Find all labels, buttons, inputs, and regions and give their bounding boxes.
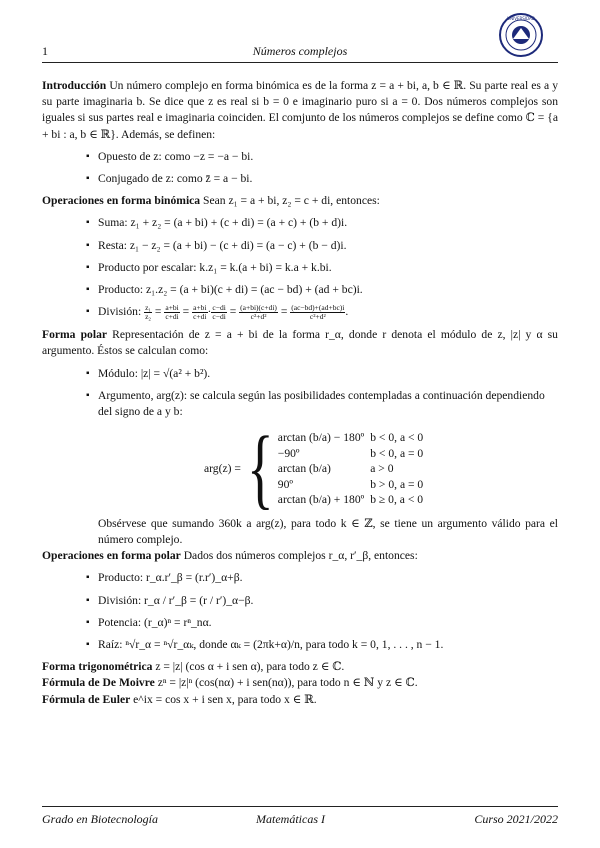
list-item: ▪ Producto: r_α.r′_β = (r.r′)_α+β. (42, 570, 558, 586)
fraction: $\frac{(ac-bd)+(ad+bc)i}{\text{c²+d²}}$ (291, 303, 345, 322)
division-label: División: (98, 305, 142, 319)
euler-heading: Fórmula de Euler (42, 692, 131, 706)
footer-rule (42, 806, 558, 807)
polar-heading: Forma polar (42, 328, 108, 342)
list-item: ▪ Opuesto de z: como −z = −a − bi. (42, 149, 558, 165)
moivre-heading: Fórmula de De Moivre (42, 676, 155, 690)
case-row: −90º b < 0, a = 0 (277, 446, 424, 460)
intro-text: Un número complejo en forma binómica es de la forma z = a + bi, a, b ∈ ℝ. Su parte real es a y su parte imaginaria b. Se dice que z es real si b = 0 e imaginario puro si a = 0. Dos números complejos son iguales si sus partes real e imaginaria coinciden. El comjunto de los números complejos se define como ℂ = {a + bi : a, b ∈ ℝ}. Además, se definen: (42, 79, 559, 141)
footer-right: Curso 2021/2022 (474, 812, 558, 826)
binomica-heading: Operaciones en forma binómica (42, 194, 201, 208)
list-item: ▪ Módulo: |z| = √(a² + b²). (42, 366, 558, 382)
university-logo (498, 12, 544, 58)
list-item: ▪ Argumento, arg(z): se calcula según las posibilidades contempladas a continuación dependiendo del signo de a y b: (42, 388, 558, 420)
polar-text: Representación de z = a + bi de la forma r_α, donde r denota el módulo de z, |z| y α su argumento. Éstos se calculan como: (42, 328, 558, 358)
arg-lhs: arg(z) = (204, 461, 241, 475)
op-polar-text: Dados dos números complejos r_α, r′_β, entonces: (183, 549, 418, 563)
polar-list (42, 366, 558, 421)
main-content (42, 78, 558, 708)
op-polar-list (42, 570, 558, 653)
op-polar-heading: Operaciones en forma polar (42, 549, 181, 563)
cases-table (278, 430, 429, 508)
case-row: arctan (b/a) − 180º b < 0, a < 0 (277, 431, 424, 445)
case-row: 90º b > 0, a = 0 (277, 477, 424, 491)
moivre-text: zⁿ = |z|ⁿ (cos(nα) + i sen(nα)), para todo n ∈ ℕ y z ∈ ℂ. (157, 676, 418, 690)
fraction: $\frac{a+bi}{c+di}$ (193, 303, 207, 322)
list-item: ▪ Producto por escalar: k.z₁ = k.(a + bi) = k.a + k.bi. (42, 260, 558, 276)
list-item: ▪ Raíz: ⁿ√r_α = ⁿ√r_αₖ, donde αₖ = (2πk+α)/n, para todo k = 0, 1, . . . , n − 1. (42, 637, 558, 653)
list-item: ▪ Potencia: (r_α)ⁿ = rⁿ_nα. (42, 615, 558, 631)
list-item: ▪ Conjugado de z: como z̄ = a − bi. (42, 171, 558, 187)
polar-paragraph (42, 327, 558, 359)
case-row: arctan (b/a) a > 0 (277, 462, 394, 476)
moivre-paragraph (42, 675, 558, 691)
case-row: arctan (b/a) + 180º b ≥ 0, a < 0 (277, 493, 424, 507)
intro-list (42, 149, 558, 187)
binomica-list (42, 215, 558, 321)
polar-note: Obsérvese que sumando 360k a arg(z), para todo k ∈ ℤ, se tiene un argumento válido para el número complejo. (98, 516, 558, 546)
logo-text: UNIVERSIDAD (507, 16, 535, 21)
euler-paragraph (42, 692, 558, 708)
page-header (42, 40, 558, 60)
euler-text: e^ix = cos x + i sen x, para todo x ∈ ℝ. (133, 692, 317, 706)
fraction: $\frac{\text{z₁}}{\text{z₂}}$ (145, 303, 152, 322)
left-brace: { (246, 419, 274, 519)
list-item: ▪ Resta: z₁ − z₂ = (a + bi) − (c + di) = (a − c) + (b − d)i. (42, 238, 558, 254)
binomica-text: Sean z₁ = a + bi, z₂ = c + di, entonces: (203, 194, 380, 208)
division-item: ▪ División: $\frac{\text{z₁}}{\text{z₂}}$ = $\frac{a+bi}{c+di}$ = $\frac{a+bi}{c+di}$ · $\frac{c-di}{c-di}$ = $\frac{(a+bi)(c+di)}{\text{c²+d²}}$ = $\frac{(ac-bd)+(ad+bc)i}{\text{c²+d²}}$ . (42, 304, 558, 321)
page-title: Números complejos (252, 44, 348, 58)
trig-text: z = |z| (cos α + i sen α), para todo z ∈ ℂ. (155, 660, 345, 674)
list-item: ▪ Producto: z₁.z₂ = (a + bi)(c + di) = (ac − bd) + (ad + bc)i. (42, 282, 558, 298)
trig-paragraph (42, 659, 558, 675)
page-number: 1 (42, 44, 48, 58)
intro-heading: Introducción (42, 79, 107, 92)
arg-cases (204, 419, 558, 519)
binomica-paragraph (42, 193, 558, 209)
op-polar-paragraph (42, 548, 558, 564)
footer-left: Grado en Biotecnología (42, 812, 158, 826)
trig-heading: Forma trigonométrica (42, 660, 153, 674)
fraction: $\frac{(a+bi)(c+di)}{\text{c²+d²}}$ (240, 303, 277, 322)
footer-center: Matemáticas I (256, 812, 325, 826)
fraction: $\frac{a+bi}{c+di}$ (165, 303, 179, 322)
fraction: $\frac{c-di}{c-di}$ (212, 303, 226, 322)
list-item: ▪ División: r_α / r′_β = (r / r′)_α−β. (42, 593, 558, 609)
intro-paragraph (42, 78, 558, 143)
header-rule (42, 62, 558, 63)
list-item: ▪ Suma: z₁ + z₂ = (a + bi) + (c + di) = (a + c) + (b + d)i. (42, 215, 558, 231)
